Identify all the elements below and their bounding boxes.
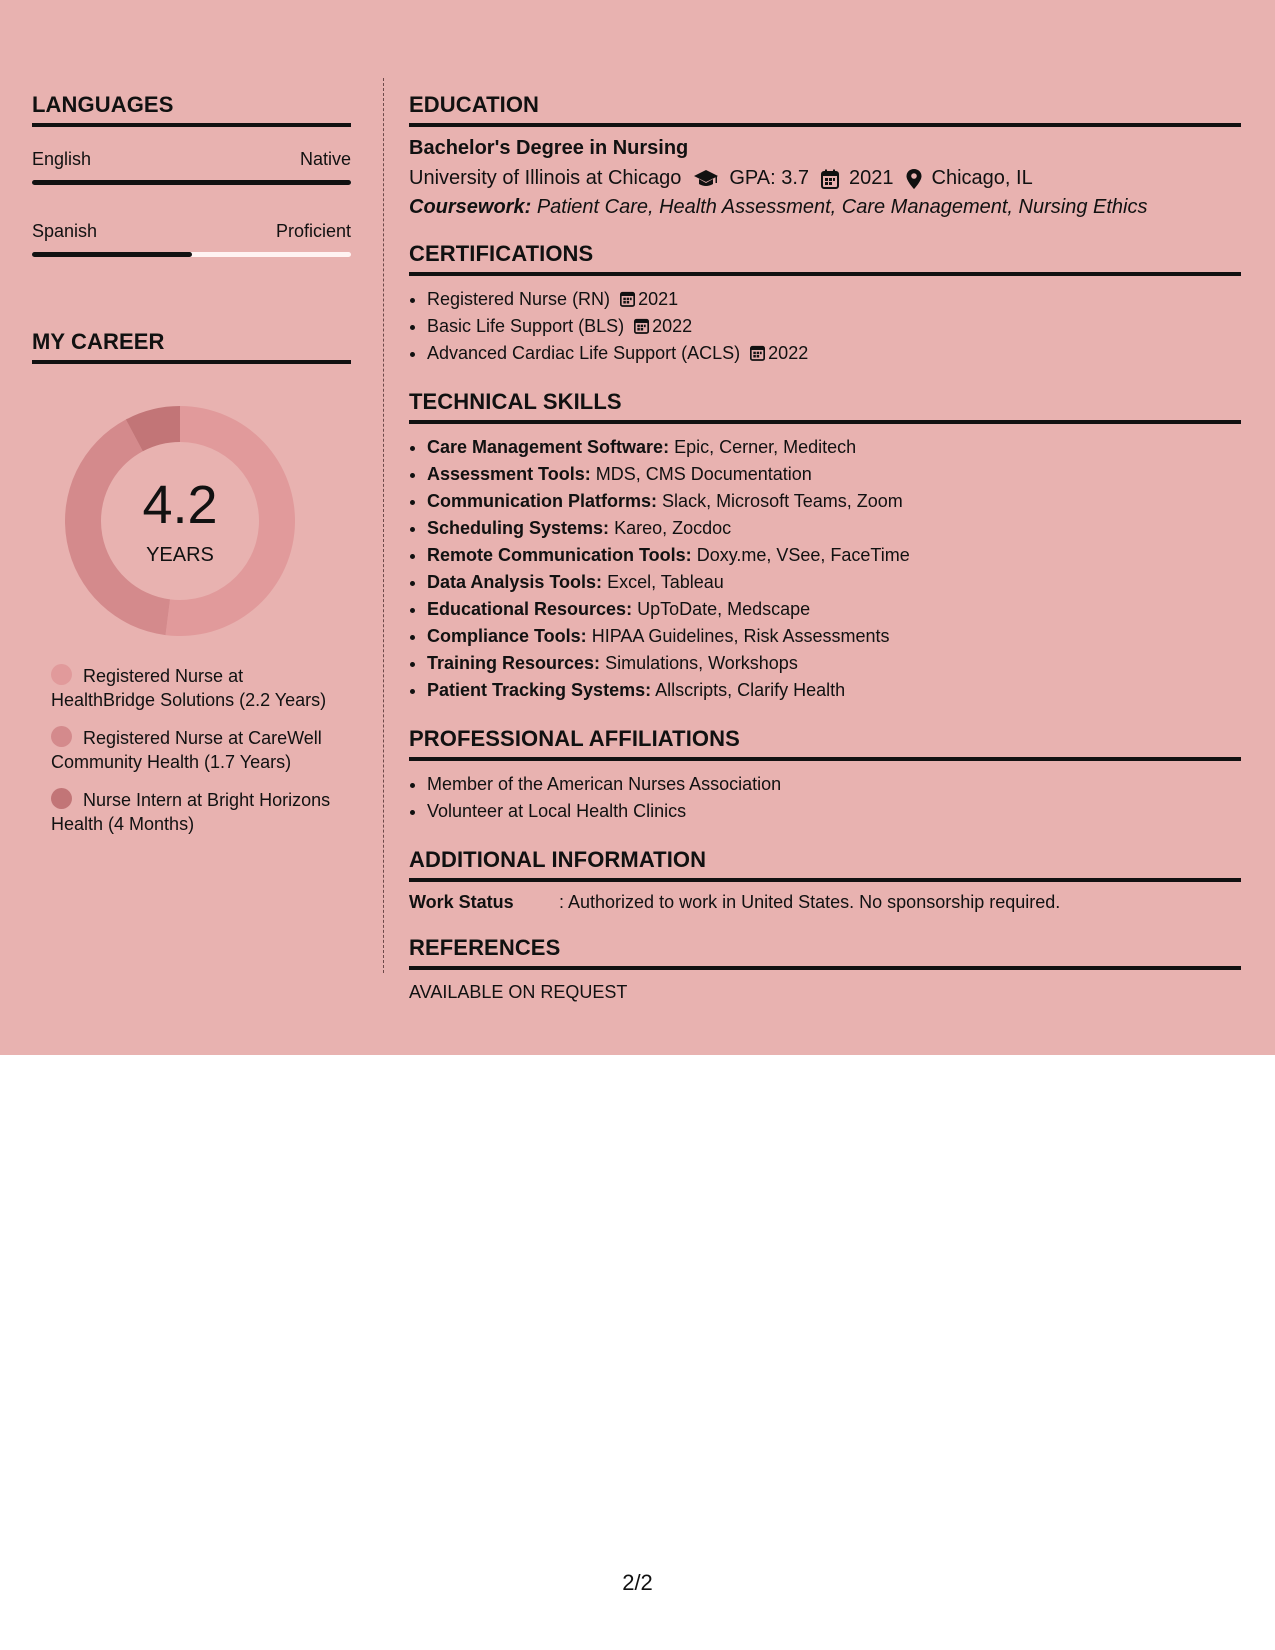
legend-item	[51, 664, 341, 712]
list-item: • Data Analysis Tools: Excel, Tableau	[427, 569, 1241, 596]
language-name: Spanish	[32, 221, 98, 241]
language-level: Native	[299, 149, 351, 169]
work-status-label: Work Status	[409, 892, 514, 912]
language-level: Proficient	[275, 221, 351, 241]
skills-section	[409, 389, 1241, 704]
calendar-icon	[634, 317, 649, 334]
language-bar-fill	[32, 252, 192, 257]
career-donut-chart	[65, 406, 295, 636]
legend-label: Nurse Intern at Bright Horizons Health (4 Months)	[51, 790, 331, 834]
skills-list	[409, 434, 1241, 704]
list-item: • Educational Resources: UpToDate, Medscape	[427, 596, 1241, 623]
career-legend	[51, 664, 341, 836]
certifications-section	[409, 241, 1241, 367]
list-item: • Compliance Tools: HIPAA Guidelines, Risk Assessments	[427, 623, 1241, 650]
education-details	[409, 167, 1241, 190]
coursework	[409, 196, 1241, 219]
career-section	[32, 329, 351, 836]
work-status	[409, 892, 1241, 913]
coursework-value: Patient Care, Health Assessment, Care Management, Nursing Ethics	[536, 196, 1148, 218]
graduation-year: 2021	[849, 167, 894, 189]
affiliations-title: PROFESSIONAL AFFILIATIONS	[409, 726, 1241, 761]
list-item: • Assessment Tools: MDS, CMS Documentation	[427, 461, 1241, 488]
list-item: • Care Management Software: Epic, Cerner, Meditech	[427, 434, 1241, 461]
career-title: MY CAREER	[32, 329, 351, 364]
calendar-icon	[821, 169, 839, 189]
degree: Bachelor's Degree in Nursing	[409, 137, 689, 159]
right-column	[409, 92, 1241, 1003]
references-section	[409, 935, 1241, 1003]
list-item: • Scheduling Systems: Kareo, Zocdoc	[427, 515, 1241, 542]
language-spanish	[32, 221, 351, 257]
additional-section	[409, 847, 1241, 913]
list-item: • Member of the American Nurses Association	[427, 771, 1241, 798]
education-title: EDUCATION	[409, 92, 1241, 127]
legend-item	[51, 726, 341, 774]
legend-dot	[51, 788, 72, 809]
list-item: • Volunteer at Local Health Clinics	[427, 798, 1241, 825]
skills-title: TECHNICAL SKILLS	[409, 389, 1241, 424]
coursework-label: Coursework:	[409, 196, 532, 218]
legend-item	[51, 788, 341, 836]
legend-dot	[51, 726, 72, 747]
education-section	[409, 92, 1241, 219]
legend-label: Registered Nurse at HealthBridge Solutions (2.2 Years)	[51, 666, 327, 710]
career-unit: YEARS	[146, 544, 214, 566]
language-bar-fill	[32, 180, 351, 185]
school: University of Illinois at Chicago	[409, 167, 682, 189]
location: Chicago, IL	[931, 167, 1033, 189]
calendar-icon	[750, 344, 765, 361]
column-divider	[383, 78, 384, 973]
legend-dot	[51, 664, 72, 685]
left-column	[32, 92, 351, 850]
gpa: GPA: 3.7	[729, 167, 810, 189]
career-total: 4.2	[142, 475, 218, 535]
list-item: • Basic Life Support (BLS) 2022	[427, 313, 1241, 340]
list-item: • Registered Nurse (RN) 2021	[427, 286, 1241, 313]
language-bar	[32, 252, 351, 257]
legend-label: Registered Nurse at CareWell Community Health (1.7 Years)	[51, 728, 322, 772]
graduation-cap-icon	[693, 169, 719, 189]
references-title: REFERENCES	[409, 935, 1241, 970]
languages-title: LANGUAGES	[32, 92, 351, 127]
certifications-list	[409, 286, 1241, 367]
work-status-value: : Authorized to work in United States. No sponsorship required.	[559, 892, 1061, 912]
page-number: 2/2	[622, 1570, 653, 1595]
map-pin-icon	[906, 169, 922, 189]
certifications-title: CERTIFICATIONS	[409, 241, 1241, 276]
affiliations-list	[409, 771, 1241, 825]
additional-title: ADDITIONAL INFORMATION	[409, 847, 1241, 882]
affiliations-section	[409, 726, 1241, 825]
list-item: • Training Resources: Simulations, Workshops	[427, 650, 1241, 677]
list-item: • Advanced Cardiac Life Support (ACLS) 2022	[427, 340, 1241, 367]
language-english	[32, 149, 351, 185]
language-name: English	[32, 149, 92, 169]
language-bar	[32, 180, 351, 185]
list-item: • Communication Platforms: Slack, Microsoft Teams, Zoom	[427, 488, 1241, 515]
references-text: AVAILABLE ON REQUEST	[409, 982, 628, 1002]
calendar-icon	[620, 290, 635, 307]
list-item: • Remote Communication Tools: Doxy.me, VSee, FaceTime	[427, 542, 1241, 569]
list-item: • Patient Tracking Systems: Allscripts, Clarify Health	[427, 677, 1241, 704]
